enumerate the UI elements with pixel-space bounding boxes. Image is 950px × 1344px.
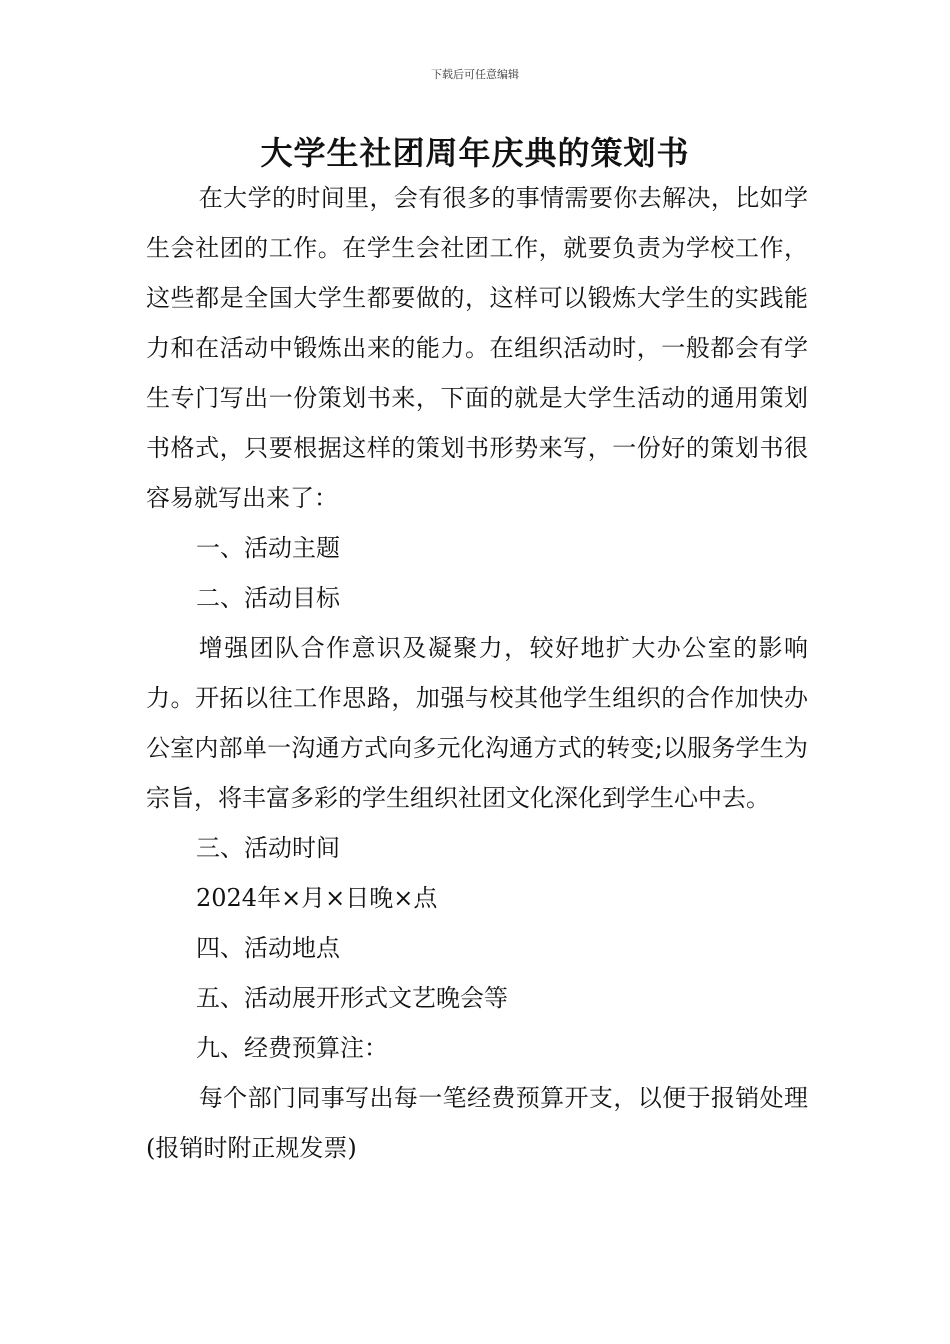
section-heading-budget: 九、经费预算注：	[196, 1034, 388, 1062]
header-note: 下载后可任意编辑	[431, 68, 519, 81]
intro-paragraph: 在大学的时间里，会有很多的事情需要你去解决，比如学生会社团的工作。在学生会社团工作，就要负责为学校工作，这些都是全国大学生都要做的，这样可以锻炼大学生的实践能力和在活动中锻炼出来的能力。在组织活动时，一般都会有学生专门写出一份策划书来，下面的就是大学生活动的通用策划书格式，只要根据这样的策划书形势来写，一份好的策划书很容易就写出来了：	[146, 184, 808, 512]
section-heading-theme: 一、活动主题	[196, 534, 340, 562]
section-heading-time: 三、活动时间	[196, 834, 340, 862]
section-heading-place: 四、活动地点	[196, 934, 340, 962]
time-text: 2024年×月×日晚×点	[196, 884, 438, 912]
document-title: 大学生社团周年庆典的策划书	[260, 134, 690, 172]
budget-paragraph: 每个部门同事写出每一笔经费预算开支，以便于报销处理(报销时附正规发票)	[146, 1084, 808, 1162]
goal-paragraph: 增强团队合作意识及凝聚力，较好地扩大办公室的影响力。开拓以往工作思路，加强与校其他学生组织的合作加快办公室内部单一沟通方式向多元化沟通方式的转变;以服务学生为宗旨，将丰富多彩的学生组织社团文化深化到学生心中去。	[146, 634, 808, 812]
document-body	[146, 173, 808, 1173]
section-heading-goal: 二、活动目标	[196, 584, 340, 612]
section-heading-form: 五、活动展开形式文艺晚会等	[196, 984, 508, 1012]
